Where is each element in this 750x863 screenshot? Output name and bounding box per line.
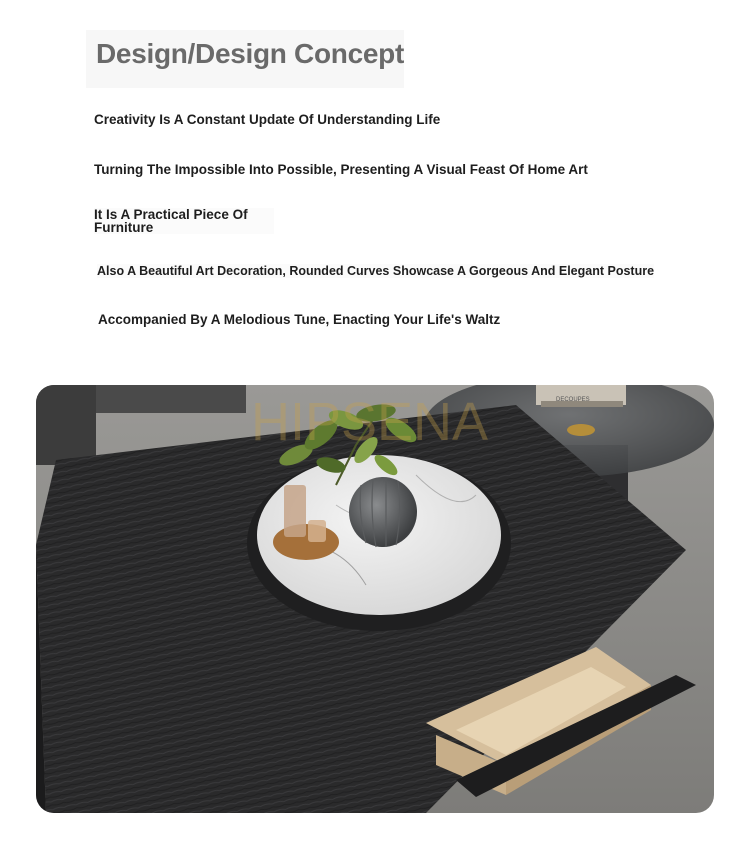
candle-glass — [284, 485, 306, 537]
book-label: DECOUPES — [556, 397, 590, 403]
ribbed-vase — [349, 477, 417, 547]
watermark-text: HIPSENA — [251, 392, 489, 452]
concept-line-5: Accompanied By A Melodious Tune, Enacting Your Life's Waltz — [98, 312, 501, 327]
page-title: Design/Design Concept — [96, 38, 404, 69]
concept-line-3: It Is A Practical Piece Of Furniture — [94, 208, 274, 234]
coffee-table-photo — [36, 385, 714, 813]
concept-line-2: Turning The Impossible Into Possible, Presenting A Visual Feast Of Home Art — [94, 162, 588, 177]
concept-line-4: Also A Beautiful Art Decoration, Rounded Curves Showcase A Gorgeous And Elegant Posture — [97, 264, 655, 278]
concept-line-1: Creativity Is A Constant Update Of Understanding Life — [94, 112, 441, 127]
